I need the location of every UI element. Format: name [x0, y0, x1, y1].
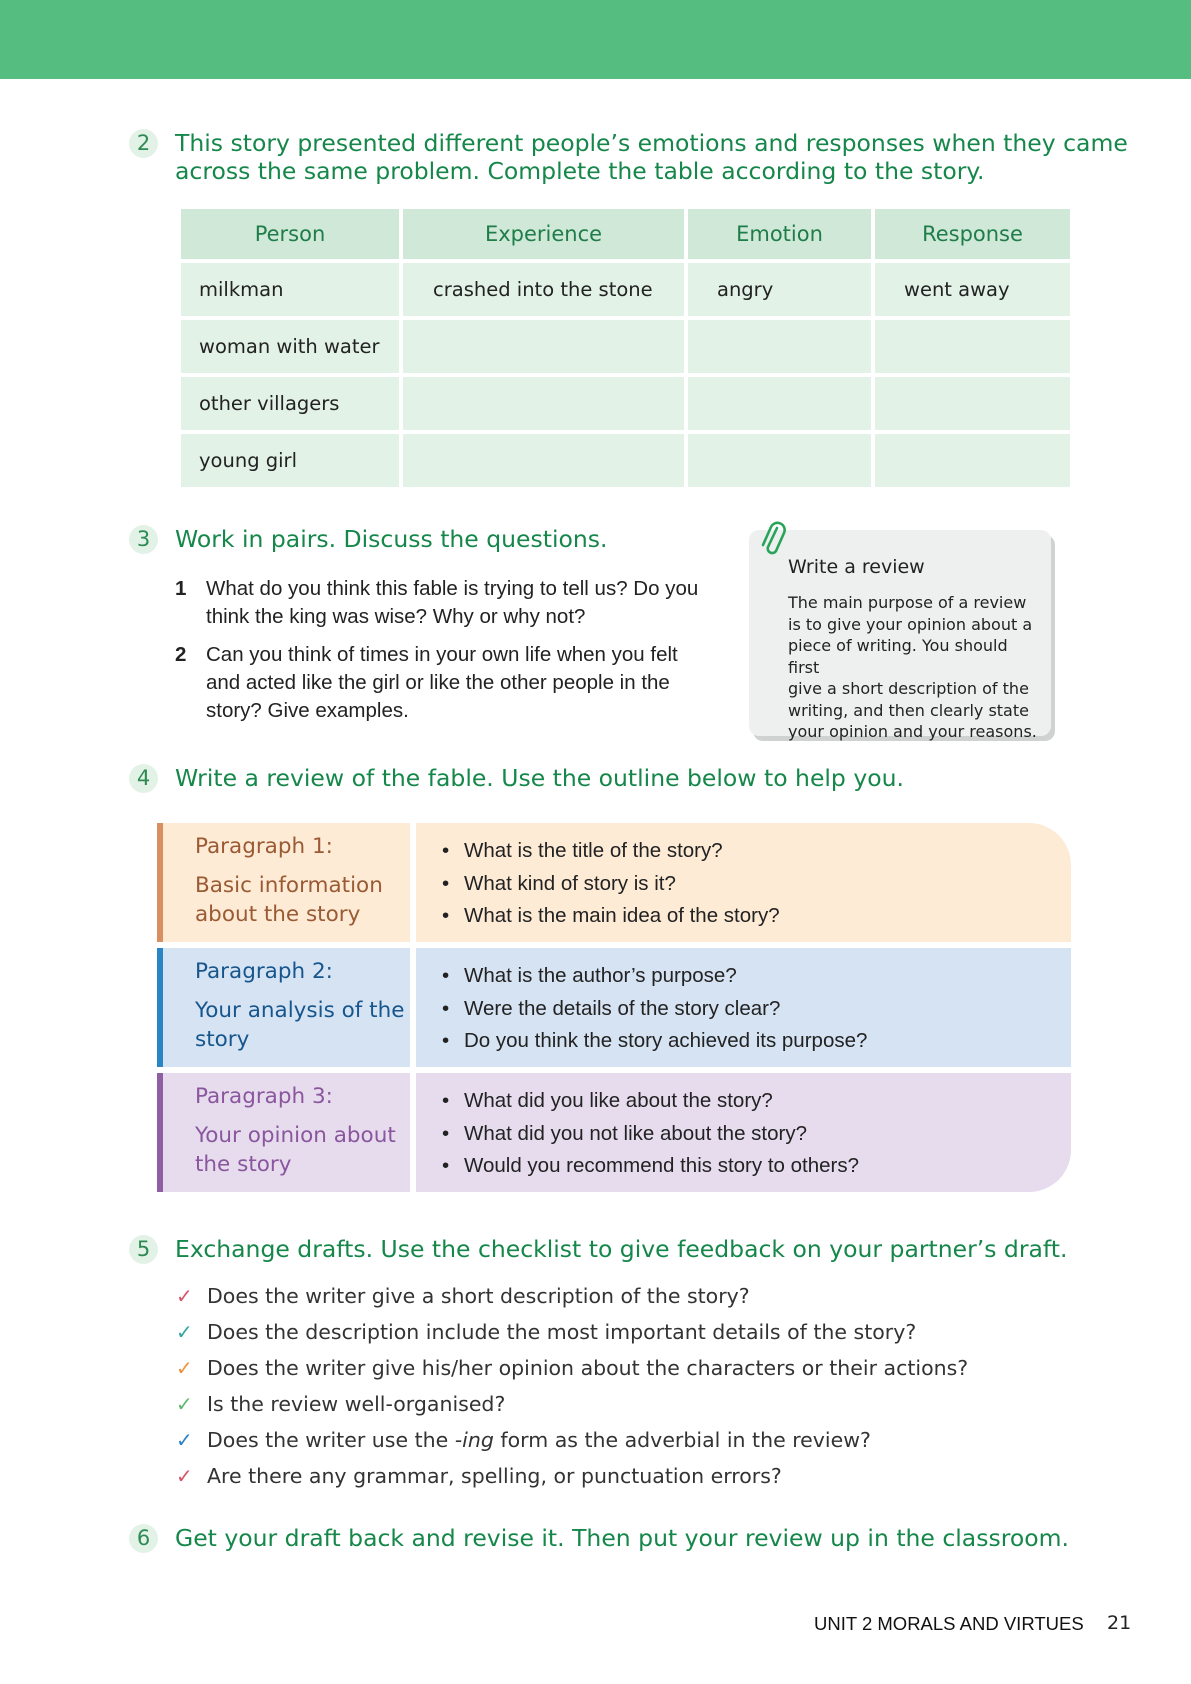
- checklist-item: [176, 1426, 968, 1462]
- question-line: and acted like the girl or like the other people in the: [206, 671, 670, 694]
- paragraph-questions: [416, 1073, 1071, 1192]
- list-item: • What is the main idea of the story?: [442, 900, 1071, 933]
- paragraph-description: Your opinion about the story: [195, 1123, 396, 1177]
- header-person: Person: [181, 209, 399, 259]
- cell-experience-blank[interactable]: [403, 434, 684, 487]
- paragraph-heading: Paragraph 1:: [195, 834, 333, 859]
- tip-box: [749, 530, 1051, 741]
- list-item: • What did you like about the story?: [442, 1085, 1071, 1118]
- paragraph-questions: [416, 823, 1071, 942]
- table-row: [181, 263, 1070, 316]
- list-item: • What kind of story is it?: [442, 868, 1071, 901]
- cell-experience: crashed into the stone: [403, 263, 684, 316]
- paragraph-label: [157, 823, 410, 942]
- tip-line: piece of writing. You should first: [788, 636, 1008, 677]
- checkmark-icon: ✓: [176, 1464, 193, 1488]
- tip-line: give a short description of the: [788, 679, 1029, 698]
- tip-title: Write a review: [788, 556, 925, 578]
- cell-response: went away: [875, 263, 1070, 316]
- cell-person: milkman: [181, 263, 399, 316]
- task-instruction: Exchange drafts. Use the checklist to give feedback on your partner’s draft.: [175, 1235, 1068, 1263]
- task-number: 6: [129, 1524, 158, 1553]
- instruction-line: This story presented different people’s emotions and responses when they came: [175, 129, 1128, 157]
- checklist-text: Are there any grammar, spelling, or punctuation errors?: [207, 1464, 782, 1488]
- task-instruction: Write a review of the fable. Use the outline below to help you.: [175, 764, 904, 792]
- cell-emotion-blank[interactable]: [688, 434, 871, 487]
- paragraph-label: [157, 1073, 410, 1192]
- tip-line: is to give your opinion about a: [788, 614, 1033, 634]
- paragraph-label: [157, 948, 410, 1067]
- review-outline: [157, 823, 1071, 1198]
- checklist-item: [176, 1282, 968, 1318]
- table-row: [181, 434, 1070, 487]
- task-number: 2: [129, 129, 158, 158]
- page-number: 21: [1107, 1612, 1132, 1634]
- checkmark-icon: ✓: [176, 1320, 193, 1344]
- list-item: [175, 641, 735, 725]
- paragraph-questions: [416, 948, 1071, 1067]
- checklist-item: [176, 1462, 968, 1498]
- header-response: Response: [875, 209, 1070, 259]
- checklist-text: form as the adverbial in the review?: [493, 1428, 871, 1452]
- cell-emotion-blank[interactable]: [688, 377, 871, 430]
- list-item: • What is the author’s purpose?: [442, 960, 1071, 993]
- tip-line: writing, and then clearly state: [788, 700, 1029, 720]
- header-band: [0, 0, 1191, 79]
- question-number: 1: [175, 577, 187, 600]
- checklist-emphasis: -ing: [454, 1428, 494, 1452]
- instruction-line: across the same problem. Complete the table according to the story.: [175, 157, 985, 185]
- outline-paragraph-1: [157, 823, 1071, 942]
- task-instruction: Get your draft back and revise it. Then put your review up in the classroom.: [175, 1524, 1069, 1552]
- task-number: 4: [129, 764, 158, 793]
- cell-person: young girl: [181, 434, 399, 487]
- checkmark-icon: ✓: [176, 1356, 193, 1380]
- paragraph-heading: Paragraph 3:: [195, 1084, 333, 1109]
- tip-line: The main purpose of a review: [788, 593, 1027, 612]
- checklist-text: Is the review well-organised?: [207, 1392, 506, 1416]
- question-line: think the king was wise? Why or why not?: [206, 605, 586, 628]
- task-number: 5: [129, 1235, 158, 1264]
- checklist-text: Does the description include the most important details of the story?: [207, 1320, 917, 1344]
- cell-person: other villagers: [181, 377, 399, 430]
- cell-response-blank[interactable]: [875, 320, 1070, 373]
- list-item: [175, 575, 735, 631]
- paragraph-description: Your analysis of the story: [195, 998, 405, 1052]
- checklist-text: Does the writer use the: [207, 1428, 455, 1452]
- outline-paragraph-3: [157, 1073, 1071, 1192]
- feedback-checklist: [176, 1282, 968, 1498]
- table-header-row: [181, 209, 1070, 259]
- tip-line: your opinion and your reasons.: [788, 722, 1037, 741]
- cell-emotion: angry: [688, 263, 871, 316]
- list-item: • Do you think the story achieved its purpose?: [442, 1025, 1071, 1058]
- paragraph-description: Basic information about the story: [195, 873, 383, 927]
- task-number: 3: [129, 525, 158, 554]
- cell-person: woman with water: [181, 320, 399, 373]
- checkmark-icon: ✓: [176, 1428, 193, 1452]
- checklist-item: [176, 1390, 968, 1426]
- question-line: What do you think this fable is trying to tell us? Do you: [206, 577, 699, 600]
- outline-paragraph-2: [157, 948, 1071, 1067]
- header-experience: Experience: [403, 209, 684, 259]
- paragraph-heading: Paragraph 2:: [195, 959, 333, 984]
- table-row: [181, 320, 1070, 373]
- task-instruction: [175, 129, 1128, 185]
- cell-response-blank[interactable]: [875, 377, 1070, 430]
- list-item: • Would you recommend this story to others?: [442, 1150, 1071, 1183]
- tip-body: [788, 592, 1043, 743]
- checklist-item: [176, 1318, 968, 1354]
- cell-response-blank[interactable]: [875, 434, 1070, 487]
- unit-footer: UNIT 2 MORALS AND VIRTUES: [814, 1613, 1084, 1634]
- question-line: Can you think of times in your own life when you felt: [206, 643, 678, 666]
- table-row: [181, 377, 1070, 430]
- cell-experience-blank[interactable]: [403, 377, 684, 430]
- list-item: • Were the details of the story clear?: [442, 993, 1071, 1026]
- checkmark-icon: ✓: [176, 1284, 193, 1308]
- question-line: story? Give examples.: [206, 699, 409, 722]
- paperclip-icon: [760, 520, 788, 560]
- checklist-text: Does the writer give a short description of the story?: [207, 1284, 750, 1308]
- header-emotion: Emotion: [688, 209, 871, 259]
- checklist-item: [176, 1354, 968, 1390]
- checkmark-icon: ✓: [176, 1392, 193, 1416]
- question-number: 2: [175, 643, 187, 666]
- emotions-table: [177, 205, 1074, 491]
- checklist-text: Does the writer give his/her opinion about the characters or their actions?: [207, 1356, 969, 1380]
- cell-emotion-blank[interactable]: [688, 320, 871, 373]
- task-instruction: Work in pairs. Discuss the questions.: [175, 525, 608, 553]
- cell-experience-blank[interactable]: [403, 320, 684, 373]
- list-item: • What is the title of the story?: [442, 835, 1071, 868]
- list-item: • What did you not like about the story?: [442, 1118, 1071, 1151]
- discussion-questions: [175, 575, 735, 735]
